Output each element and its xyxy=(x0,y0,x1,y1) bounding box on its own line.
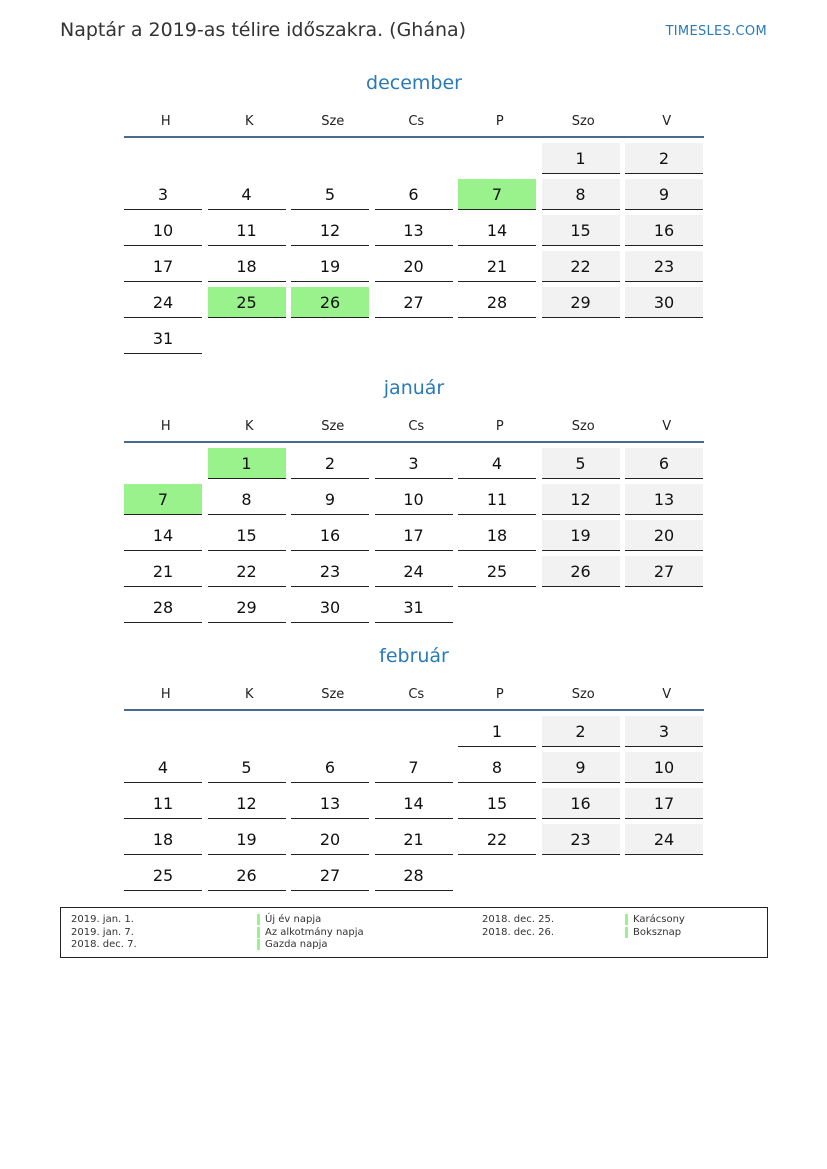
weekday-label: Cs xyxy=(408,418,425,434)
weekday-header xyxy=(124,679,704,711)
weekday-label: H xyxy=(160,113,171,129)
day-cell: 20 xyxy=(291,824,369,855)
day-grid xyxy=(124,716,704,891)
holiday-marker xyxy=(257,927,260,938)
legend-date: 2018. dec. 25. xyxy=(482,914,555,925)
day-cell: 25 xyxy=(124,860,202,891)
holiday-day-cell: 7 xyxy=(124,484,202,515)
day-cell: 11 xyxy=(458,484,536,515)
holiday-marker xyxy=(625,927,628,938)
site-logo[interactable]: TIMESLES.COM xyxy=(665,24,767,39)
weekday-label: V xyxy=(662,686,672,702)
empty-cell xyxy=(291,716,369,746)
day-cell: 12 xyxy=(208,788,286,819)
month-name: február xyxy=(379,645,449,667)
day-cell: 8 xyxy=(542,179,620,210)
empty-cell xyxy=(124,716,202,746)
day-cell: 5 xyxy=(542,448,620,479)
day-cell: 20 xyxy=(375,251,453,282)
weekday-label: Cs xyxy=(408,686,425,702)
day-cell: 28 xyxy=(124,592,202,623)
day-cell: 11 xyxy=(124,788,202,819)
day-cell: 15 xyxy=(542,215,620,246)
legend-date: 2019. jan. 7. xyxy=(71,927,134,938)
legend-date: 2018. dec. 26. xyxy=(482,927,555,938)
day-cell: 13 xyxy=(291,788,369,819)
day-cell: 19 xyxy=(542,520,620,551)
day-cell: 16 xyxy=(625,215,703,246)
day-cell: 28 xyxy=(458,287,536,318)
day-cell: 7 xyxy=(375,752,453,783)
day-cell: 16 xyxy=(542,788,620,819)
holiday-day-cell: 26 xyxy=(291,287,369,318)
day-cell: 18 xyxy=(458,520,536,551)
legend-holiday-name: Gazda napja xyxy=(265,939,328,950)
legend-holiday-name: Új év napja xyxy=(265,914,322,925)
day-cell: 30 xyxy=(291,592,369,623)
weekday-label: P xyxy=(495,686,504,702)
day-cell: 18 xyxy=(208,251,286,282)
day-cell: 16 xyxy=(291,520,369,551)
day-cell: 11 xyxy=(208,215,286,246)
day-cell: 4 xyxy=(458,448,536,479)
day-cell: 21 xyxy=(458,251,536,282)
day-cell: 28 xyxy=(375,860,453,891)
page-title: Naptár a 2019-as télire időszakra. (Ghána) xyxy=(60,19,467,41)
day-cell: 31 xyxy=(124,323,202,354)
weekday-label: H xyxy=(160,418,171,434)
day-cell: 24 xyxy=(124,287,202,318)
day-cell: 12 xyxy=(291,215,369,246)
day-cell: 4 xyxy=(124,752,202,783)
empty-cell xyxy=(458,143,536,173)
legend-date: 2019. jan. 1. xyxy=(71,914,134,925)
day-cell: 3 xyxy=(124,179,202,210)
weekday-label: K xyxy=(244,686,254,702)
day-cell: 2 xyxy=(625,143,703,174)
day-cell: 20 xyxy=(625,520,703,551)
holiday-day-cell: 7 xyxy=(458,179,536,210)
day-cell: 19 xyxy=(208,824,286,855)
weekday-label: P xyxy=(495,113,504,129)
day-cell: 1 xyxy=(458,716,536,747)
weekday-label: Sze xyxy=(321,686,345,702)
weekday-label: Sze xyxy=(321,418,345,434)
month-calendar-january xyxy=(124,375,704,623)
month-calendar-december xyxy=(124,70,704,354)
weekday-header xyxy=(124,411,704,443)
day-cell: 2 xyxy=(542,716,620,747)
weekday-label: H xyxy=(160,686,171,702)
weekday-label: Cs xyxy=(408,113,425,129)
weekday-label: Szo xyxy=(571,686,595,702)
day-cell: 8 xyxy=(208,484,286,515)
day-cell: 25 xyxy=(458,556,536,587)
day-cell: 3 xyxy=(625,716,703,747)
day-cell: 15 xyxy=(458,788,536,819)
weekday-label: V xyxy=(662,418,672,434)
legend-holiday-name: Boksznap xyxy=(633,927,682,938)
day-cell: 14 xyxy=(375,788,453,819)
day-cell: 6 xyxy=(375,179,453,210)
day-cell: 6 xyxy=(291,752,369,783)
day-cell: 4 xyxy=(208,179,286,210)
weekday-label: V xyxy=(662,113,672,129)
day-cell: 29 xyxy=(208,592,286,623)
day-cell: 23 xyxy=(542,824,620,855)
day-cell: 26 xyxy=(542,556,620,587)
empty-cell xyxy=(124,448,202,478)
day-cell: 9 xyxy=(291,484,369,515)
empty-cell xyxy=(208,716,286,746)
day-cell: 15 xyxy=(208,520,286,551)
day-cell: 5 xyxy=(291,179,369,210)
day-grid xyxy=(124,143,704,354)
legend-date: 2018. dec. 7. xyxy=(71,939,137,950)
day-grid xyxy=(124,448,704,623)
month-name: január xyxy=(383,377,445,399)
day-cell: 23 xyxy=(291,556,369,587)
month-calendar-february xyxy=(124,643,704,891)
day-cell: 24 xyxy=(625,824,703,855)
day-cell: 3 xyxy=(375,448,453,479)
day-cell: 12 xyxy=(542,484,620,515)
day-cell: 27 xyxy=(291,860,369,891)
day-cell: 10 xyxy=(124,215,202,246)
weekday-label: Szo xyxy=(571,113,595,129)
day-cell: 10 xyxy=(375,484,453,515)
day-cell: 22 xyxy=(208,556,286,587)
empty-cell xyxy=(291,143,369,173)
day-cell: 6 xyxy=(625,448,703,479)
legend-holiday-name: Az alkotmány napja xyxy=(265,927,364,938)
day-cell: 18 xyxy=(124,824,202,855)
day-cell: 8 xyxy=(458,752,536,783)
day-cell: 13 xyxy=(375,215,453,246)
day-cell: 14 xyxy=(124,520,202,551)
empty-cell xyxy=(124,143,202,173)
weekday-label: P xyxy=(495,418,504,434)
holiday-day-cell: 1 xyxy=(208,448,286,479)
day-cell: 17 xyxy=(625,788,703,819)
weekday-label: K xyxy=(244,418,254,434)
day-cell: 22 xyxy=(542,251,620,282)
day-cell: 5 xyxy=(208,752,286,783)
weekday-label: K xyxy=(244,113,254,129)
holiday-legend xyxy=(60,907,768,958)
holiday-marker xyxy=(257,939,260,950)
day-cell: 23 xyxy=(625,251,703,282)
day-cell: 1 xyxy=(542,143,620,174)
day-cell: 26 xyxy=(208,860,286,891)
weekday-header xyxy=(124,106,704,138)
day-cell: 21 xyxy=(124,556,202,587)
holiday-day-cell: 25 xyxy=(208,287,286,318)
day-cell: 27 xyxy=(375,287,453,318)
day-cell: 2 xyxy=(291,448,369,479)
day-cell: 30 xyxy=(625,287,703,318)
day-cell: 21 xyxy=(375,824,453,855)
weekday-label: Sze xyxy=(321,113,345,129)
day-cell: 9 xyxy=(542,752,620,783)
day-cell: 19 xyxy=(291,251,369,282)
day-cell: 17 xyxy=(124,251,202,282)
day-cell: 29 xyxy=(542,287,620,318)
day-cell: 13 xyxy=(625,484,703,515)
day-cell: 31 xyxy=(375,592,453,623)
month-name: december xyxy=(366,72,462,94)
legend-holiday-name: Karácsony xyxy=(633,914,685,925)
day-cell: 27 xyxy=(625,556,703,587)
empty-cell xyxy=(208,143,286,173)
holiday-marker xyxy=(257,914,260,925)
empty-cell xyxy=(375,716,453,746)
day-cell: 10 xyxy=(625,752,703,783)
day-cell: 9 xyxy=(625,179,703,210)
empty-cell xyxy=(375,143,453,173)
day-cell: 24 xyxy=(375,556,453,587)
day-cell: 17 xyxy=(375,520,453,551)
day-cell: 22 xyxy=(458,824,536,855)
day-cell: 14 xyxy=(458,215,536,246)
weekday-label: Szo xyxy=(571,418,595,434)
holiday-marker xyxy=(625,914,628,925)
